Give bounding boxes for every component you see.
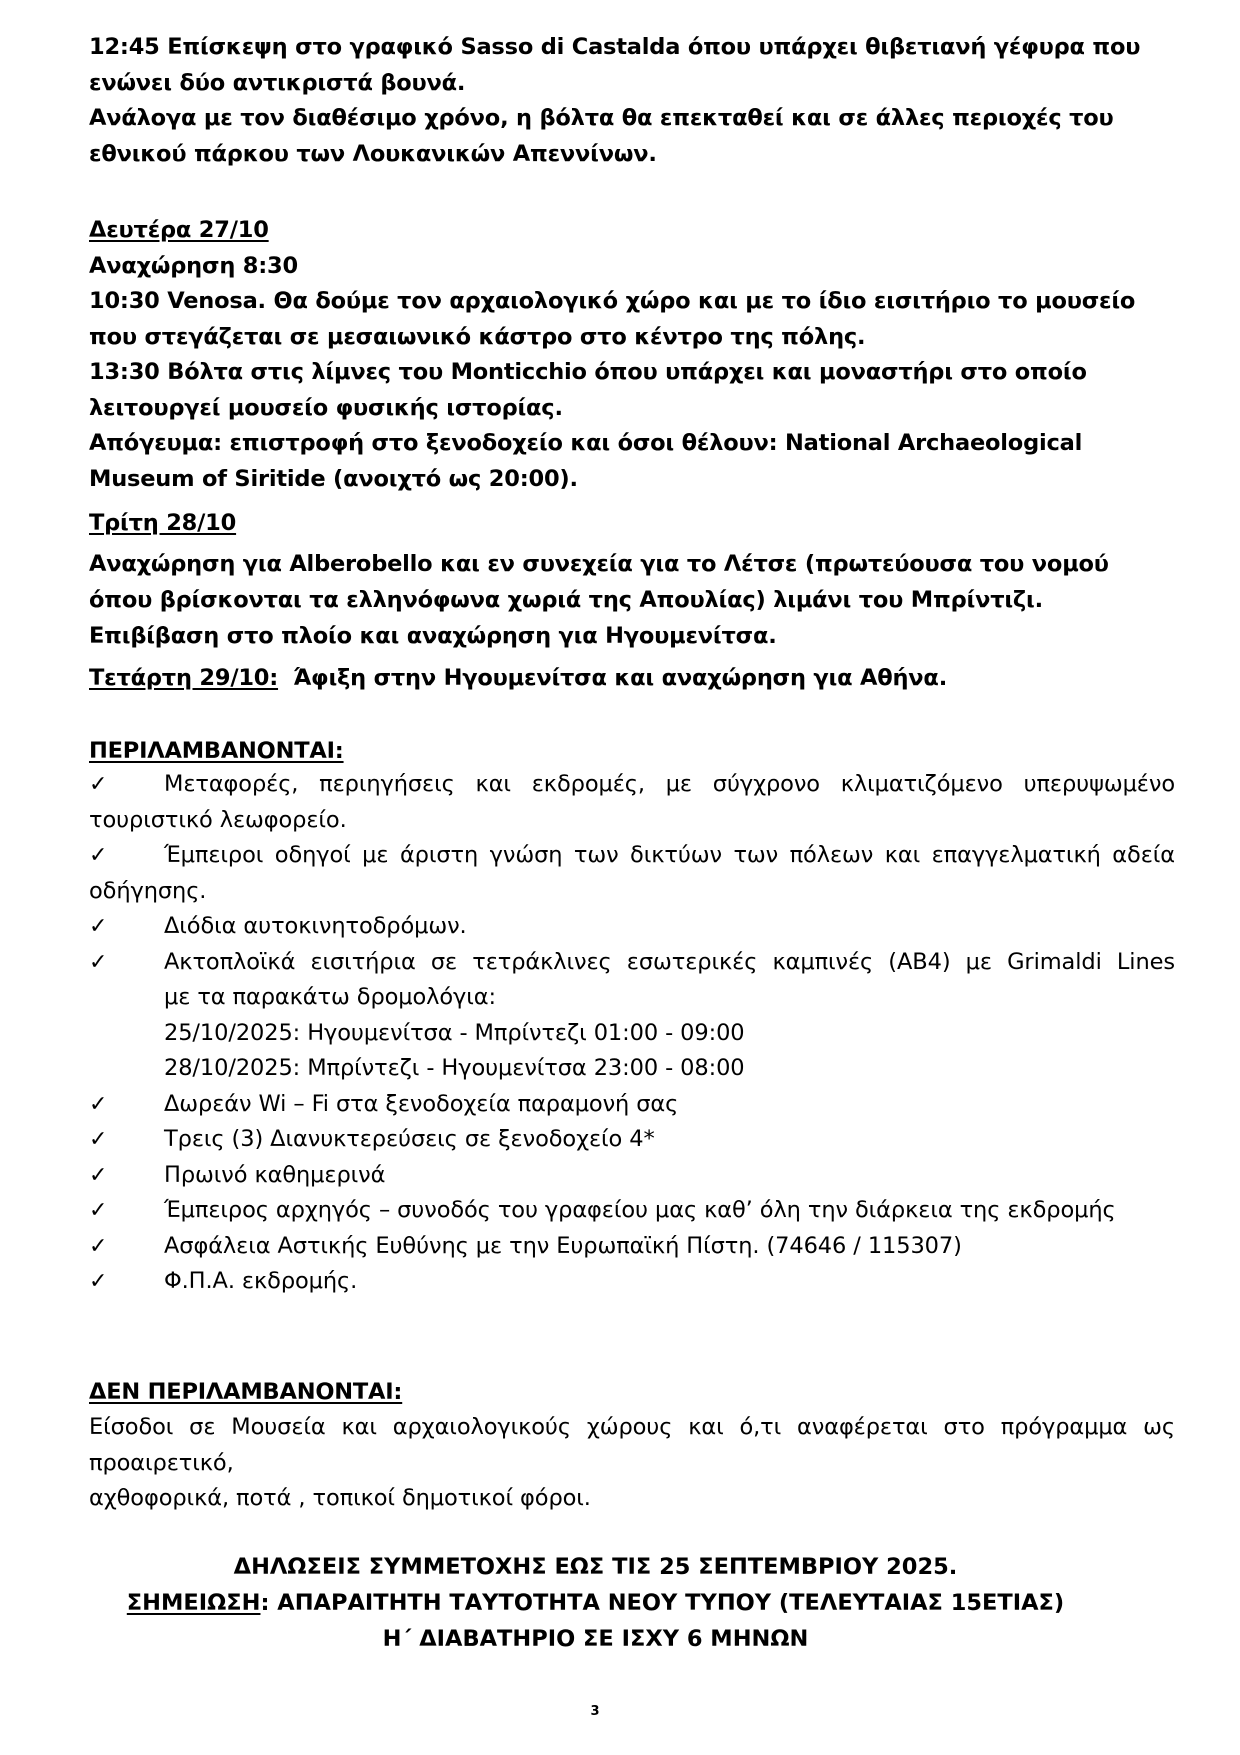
list-item xyxy=(89,838,1175,909)
list-item xyxy=(89,909,1175,945)
list-item xyxy=(89,1264,1175,1300)
intro-line: 12:45 Επίσκεψη στο γραφικό Sasso di Castalda όπου υπάρχει θιβετιανή γέφυρα που xyxy=(89,34,1141,60)
item-text: Φ.Π.Α. εκδρομής. xyxy=(164,1268,358,1294)
excluded-line: Είσοδοι σε Μουσεία και αρχαιολογικούς χώρους και ό,τι αναφέρεται στο πρόγραμμα ως προαιρετικό, xyxy=(89,1414,1175,1476)
intro-line: ενώνει δύο αντικριστά βουνά. xyxy=(89,69,466,96)
included-heading: ΠΕΡΙΛΑΜΒΑΝΟΝΤΑΙ: xyxy=(89,738,344,764)
monday-line: 10:30 Venosa. Θα δούμε τον αρχαιολογικό χώρο και με το ίδιο εισιτήριο το μουσείο xyxy=(89,288,1136,314)
tuesday-text xyxy=(89,546,1149,654)
monday-line: 13:30 Βόλτα στις λίμνες του Monticchio όπου υπάρχει και μοναστήρι στο οποίο xyxy=(89,359,1087,385)
ferry-subline: με τα παρακάτω δρομολόγια: xyxy=(164,984,496,1010)
ferry-subline: 25/10/2025: Ηγουμενίτσα - Μπρίντεζι 01:00 - 09:00 xyxy=(164,1019,745,1046)
item-text: Τρεις (3) Διανυκτερεύσεις σε ξενοδοχείο 4* xyxy=(164,1126,655,1152)
monday-line: Museum of Siritide (ανοιχτό ως 20:00). xyxy=(89,465,578,492)
wednesday-block xyxy=(89,661,1149,697)
excluded-line: αχθοφορικά, ποτά , τοπικοί δημοτικοί φόροι. xyxy=(89,1485,591,1511)
deadline-line: ΔΗΛΩΣΕΙΣ ΣΥΜΜΕΤΟΧΗΣ ΕΩΣ ΤΙΣ 25 ΣΕΠΤΕΜΒΡΙΟΥ 2025. xyxy=(233,1554,958,1580)
note-label: ΣΗΜΕΙΩΣΗ xyxy=(126,1590,261,1616)
checkmark-icon: ✓ xyxy=(89,914,108,939)
item-text: Διόδια αυτοκινητοδρόμων. xyxy=(164,913,467,939)
page-number: 3 xyxy=(590,1704,600,1719)
checkmark-icon: ✓ xyxy=(89,1269,108,1294)
list-item xyxy=(89,1122,1175,1158)
checkmark-icon: ✓ xyxy=(89,1198,108,1223)
included-list xyxy=(89,767,1175,1300)
wednesday-text: Άφιξη στην Ηγουμενίτσα και αναχώρηση για Αθήνα. xyxy=(278,665,948,691)
monday-line: λειτουργεί μουσείο φυσικής ιστορίας. xyxy=(89,394,563,421)
item-text: Ασφάλεια Αστικής Ευθύνης με την Ευρωπαϊκή Πίστη. (74646 / 115307) xyxy=(164,1232,962,1259)
excluded-text xyxy=(89,1410,1175,1517)
item-text: Δωρεάν Wi – Fi στα ξενοδοχεία παραμονή σας xyxy=(164,1090,679,1117)
day-heading-wednesday: Τετάρτη 29/10: xyxy=(89,665,279,691)
list-item xyxy=(89,1158,1175,1194)
checkmark-icon: ✓ xyxy=(89,843,108,868)
tuesday-line: Αναχώρηση για Alberobello και εν συνεχεία για το Λέτσε (πρωτεύουσα του νομού xyxy=(89,551,1109,577)
list-item xyxy=(89,1087,1175,1123)
item-text: Έμπειρος αρχηγός – συνοδός του γραφείου μας καθ’ όλη την διάρκεια της εκδρομής xyxy=(164,1197,1116,1223)
checkmark-icon: ✓ xyxy=(89,772,108,797)
checkmark-icon: ✓ xyxy=(89,1233,108,1259)
list-item xyxy=(89,1193,1175,1229)
monday-line: Απόγευμα: επιστροφή στο ξενοδοχείο και όσοι θέλουν: National Archaeological xyxy=(89,430,1083,456)
checkmark-icon: ✓ xyxy=(89,1127,108,1152)
day-heading-monday: Δευτέρα 27/10 xyxy=(89,217,269,243)
checkmark-icon: ✓ xyxy=(89,1162,108,1188)
day-heading-tuesday: Τρίτη 28/10 xyxy=(89,510,237,536)
monday-block xyxy=(89,213,1149,497)
list-item xyxy=(89,945,1175,981)
footer-notice xyxy=(89,1549,1102,1657)
excluded-block xyxy=(89,1375,1149,1411)
list-item xyxy=(89,1229,1175,1265)
included-block xyxy=(89,734,1149,770)
item-text: Πρωινό καθημερινά xyxy=(164,1161,386,1188)
item-text: Ακτοπλοϊκά εισιτήρια σε τετράκλινες εσωτερικές καμπινές (AB4) με Grimaldi Lines xyxy=(164,948,1175,975)
monday-line: που στεγάζεται σε μεσαιωνικό κάστρο στο κέντρο της πόλης. xyxy=(89,323,866,350)
checkmark-icon: ✓ xyxy=(89,1091,108,1117)
note-text: : ΑΠΑΡΑΙΤΗΤΗ ΤΑΥΤΟΤΗΤΑ ΝΕΟΥ ΤΥΠΟΥ (ΤΕΛΕΥΤΑΙΑΣ 15ΕΤΙΑΣ) xyxy=(260,1590,1065,1616)
tuesday-line: όπου βρίσκονται τα ελληνόφωνα χωριά της Απουλίας) λιμάνι του Μπρίντιζι. xyxy=(89,587,1043,613)
monday-line: Αναχώρηση 8:30 xyxy=(89,252,298,279)
ferry-subline: 28/10/2025: Μπρίντεζι - Ηγουμενίτσα 23:00 - 08:00 xyxy=(164,1055,745,1081)
intro-line: Ανάλογα με τον διαθέσιμο χρόνο, η βόλτα θα επεκταθεί και σε άλλες περιοχές του xyxy=(89,105,1114,131)
intro-block xyxy=(89,30,1149,172)
tuesday-line: Επιβίβαση στο πλοίο και αναχώρηση για Ηγουμενίτσα. xyxy=(89,623,777,649)
note-line xyxy=(89,1585,1102,1621)
list-item xyxy=(89,767,1175,838)
excluded-heading: ΔΕΝ ΠΕΡΙΛΑΜΒΑΝΟΝΤΑΙ: xyxy=(89,1379,403,1405)
tuesday-block xyxy=(89,506,1149,542)
intro-line: εθνικού πάρκου των Λουκανικών Απεννίνων. xyxy=(89,140,657,167)
passport-line: Η΄ ΔΙΑΒΑΤΗΡΙΟ ΣΕ ΙΣΧΥ 6 ΜΗΝΩΝ xyxy=(382,1626,809,1652)
checkmark-icon: ✓ xyxy=(89,949,108,975)
item-text: Μεταφορές, περιηγήσεις και εκδρομές, με σύγχρονο κλιματιζόμενο υπερυψωμένο τουριστικό λεωφορείο. xyxy=(89,771,1175,833)
item-text: Έμπειροι οδηγοί με άριστη γνώση των δικτύων των πόλεων και επαγγελματική αδεία οδήγησης. xyxy=(89,842,1175,904)
